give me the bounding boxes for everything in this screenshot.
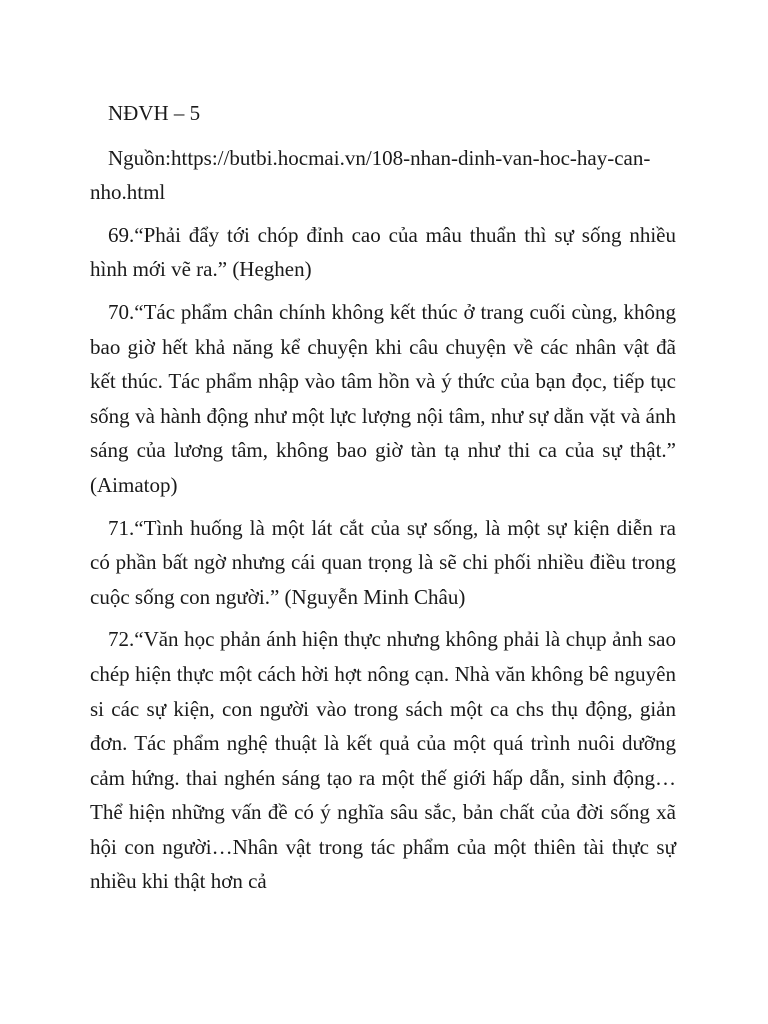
source-line: Nguồn:https://butbi.hocmai.vn/108-nhan-dinh-van-hoc-hay-can-nho.html [90,145,651,205]
quote-paragraph-69: 69.“Phải đẩy tới chóp đỉnh cao của mâu thuẩn thì sự sống nhiều hình mới vẽ ra.” (Heghen) [90,222,676,282]
document-heading: NĐVH – 5 [108,101,201,125]
quote-paragraph-71: 71.“Tình huống là một lát cắt của sự sống, là một sự kiện diễn ra có phần bất ngờ nhưng cái quan trọng là sẽ chi phối nhiều điều trong cuộc sống con người.” (Nguyễn Minh Châu) [90,515,676,609]
quote-paragraph-70: 70.“Tác phẩm chân chính không kết thúc ở trang cuối cùng, không bao giờ hết khả năng kể chuyện khi câu chuyện về các nhân vật đã kết thúc. Tác phẩm nhập vào tâm hồn và ý thức của bạn đọc, tiếp tục sống và hành động như một lực lượng nội tâm, như sự dằn vặt và ánh sáng của lương tâm, không bao giờ tàn tạ như thi ca của sự thật.” (Aimatop) [90,299,676,497]
quote-paragraph-72: 72.“Văn học phản ánh hiện thực nhưng không phải là chụp ảnh sao chép hiện thực một cách hời hợt nông cạn. Nhà văn không bê nguyên si các sự kiện, con người vào trong sách một ca chs thụ động, giản đơn. Tác phẩm nghệ thuật là kết quả của một quá trình nuôi dưỡng cảm hứng. thai nghén sáng tạo ra một thế giới hấp dẫn, sinh động…Thể hiện những vấn đề có ý nghĩa sâu sắc, bản chất của đời sống xã hội con người…Nhân vật trong tác phẩm của một thiên tài thực sự nhiều khi thật hơn cả [90,627,676,894]
document-page [90,96,676,907]
